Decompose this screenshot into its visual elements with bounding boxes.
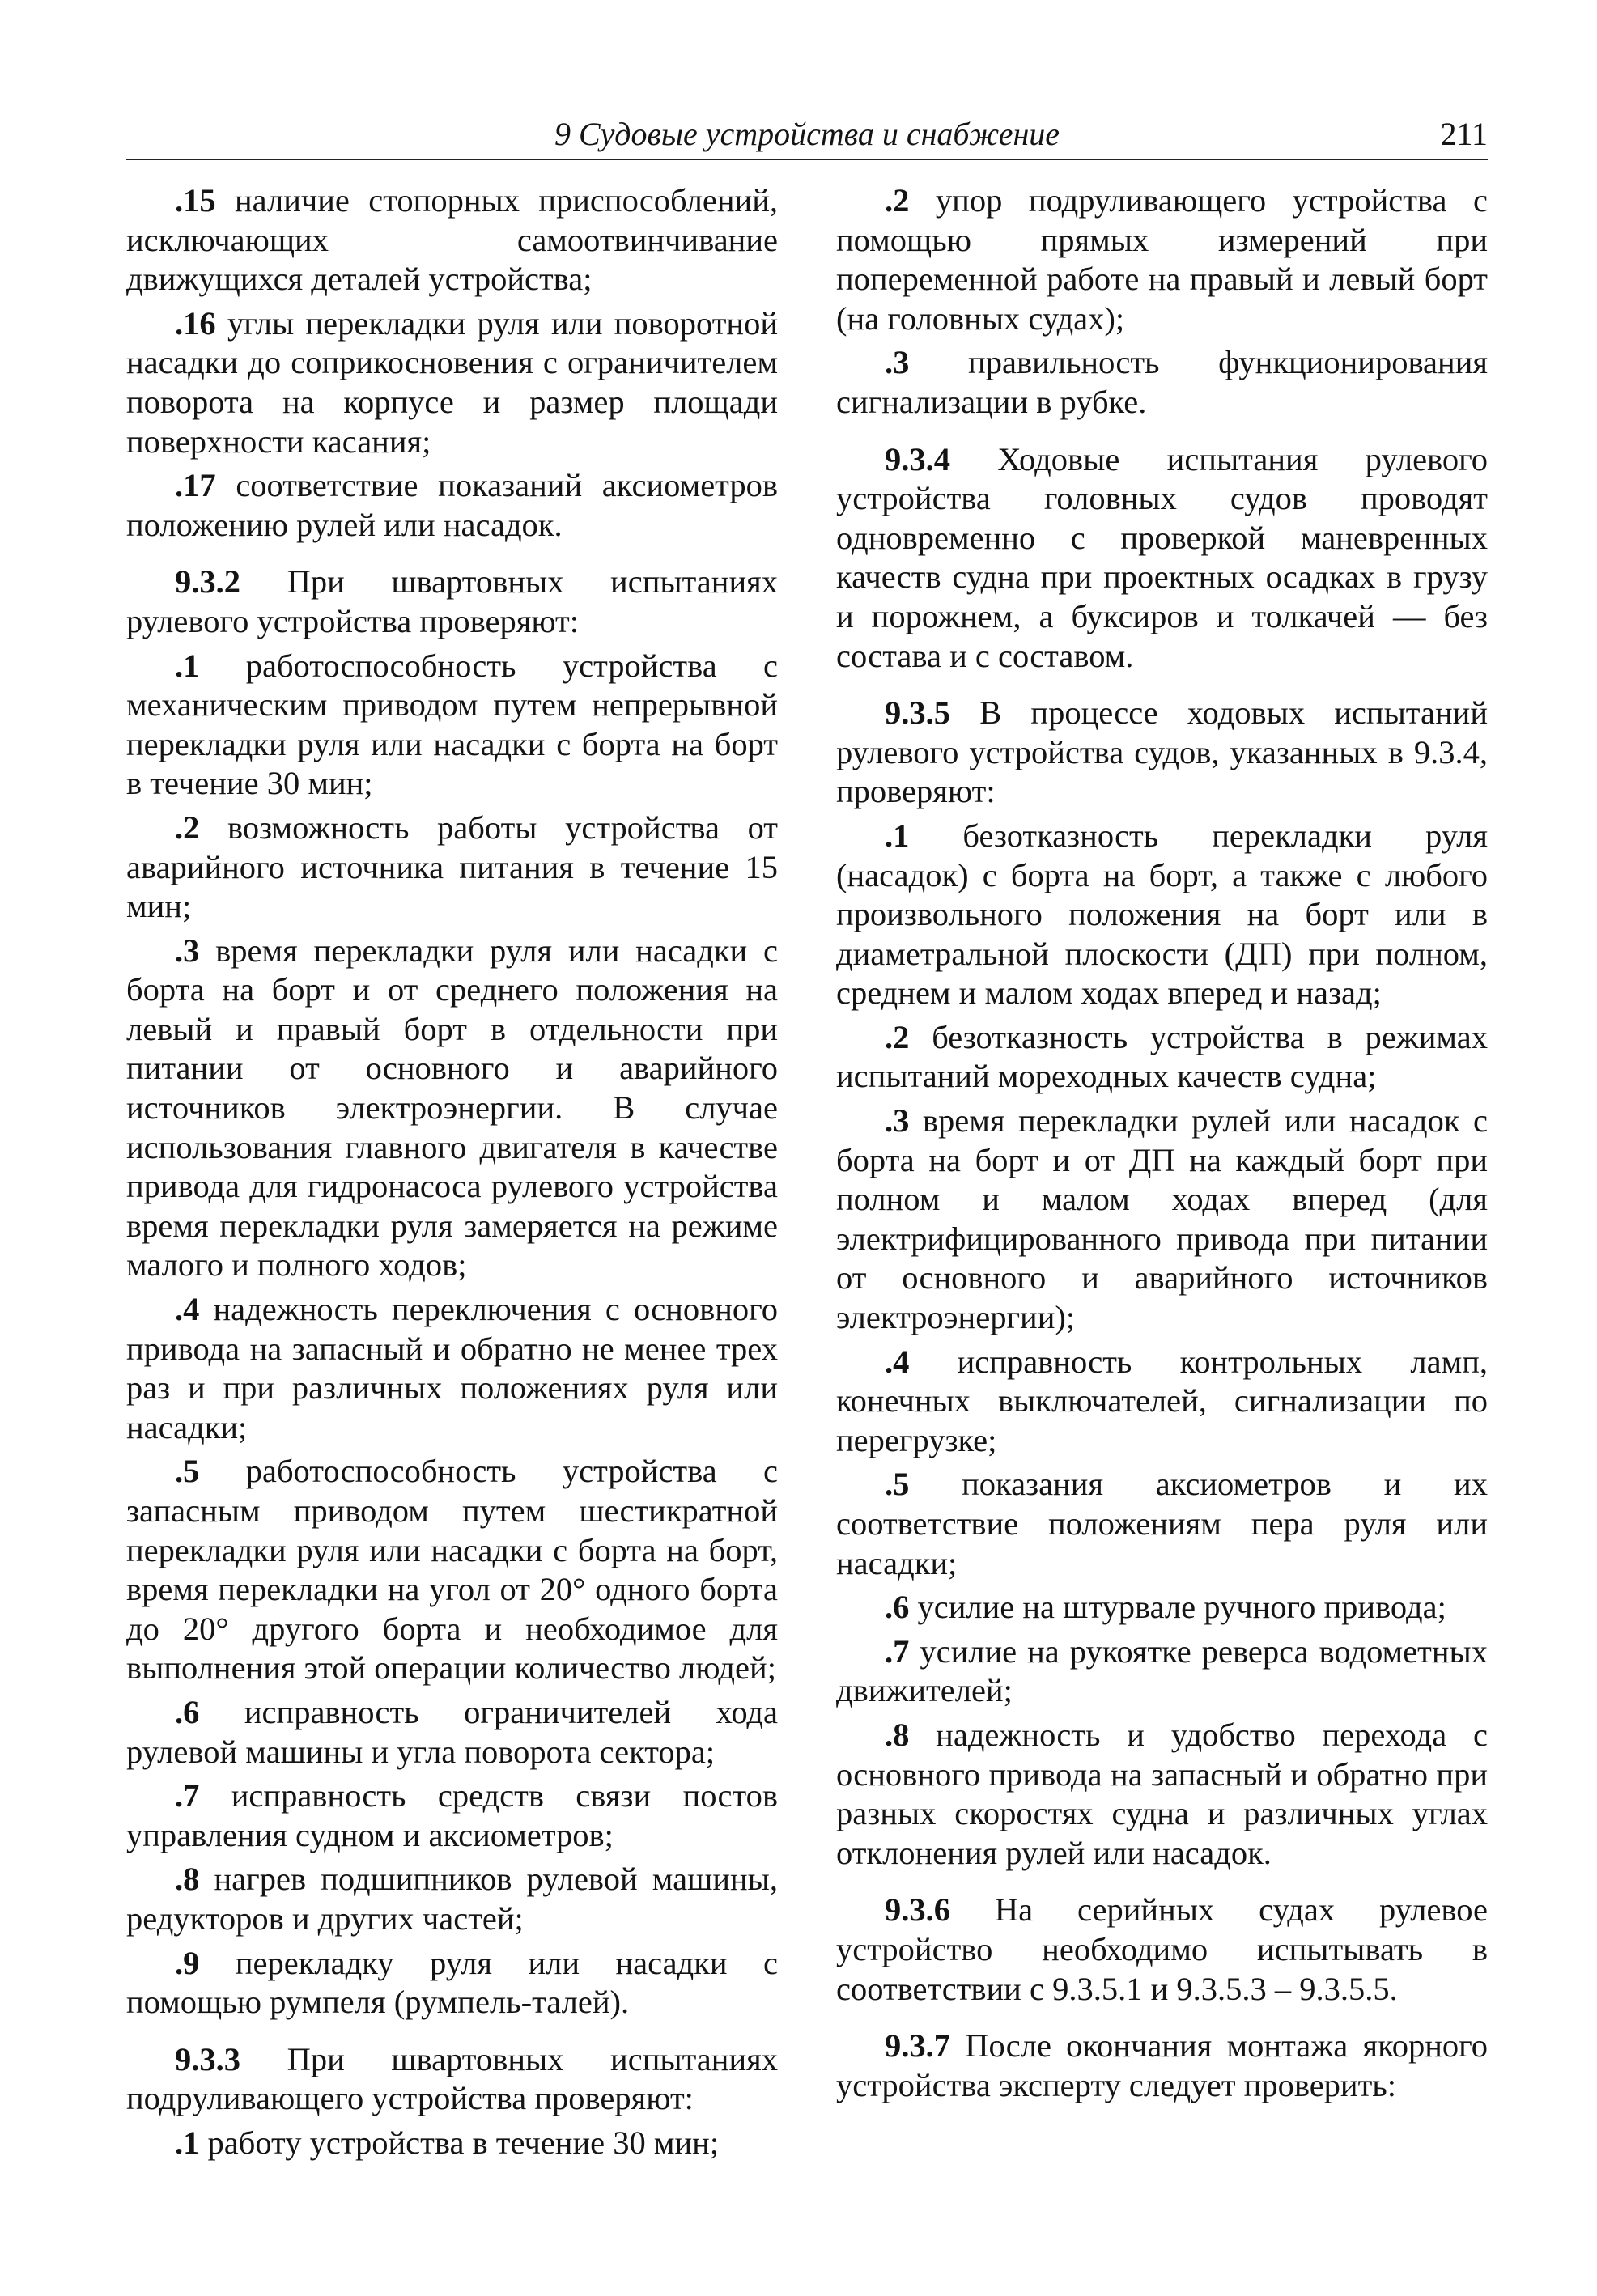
paragraph-text: При швартовных испытаниях рулевого устройства проверяют: (126, 563, 778, 639)
paragraph-text: исправность средств связи постов управления судном и аксиометров; (126, 1777, 778, 1853)
item-number: .4 (175, 1291, 200, 1328)
paragraph (836, 1632, 1488, 1711)
paragraph-text: работоспособность устройства с запасным приводом путем шестикратной перекладки руля или насадки с борта на борт, время перекладки на угол от 20° одного борта до 20° другого борта и необходимое для выполнения этой операции количество людей; (126, 1453, 778, 1687)
paragraph (126, 1452, 778, 1688)
item-number: .15 (175, 182, 216, 219)
paragraph (836, 1018, 1488, 1097)
running-header (126, 113, 1488, 160)
paragraph-text: исправность ограничителей хода рулевой машины и угла поворота сектора; (126, 1693, 778, 1770)
item-number: .3 (175, 932, 200, 969)
item-number: .4 (885, 1343, 910, 1380)
item-number: .3 (885, 1102, 910, 1140)
item-number: .2 (885, 1018, 910, 1055)
item-number: .7 (885, 1632, 910, 1670)
section-number: 9.3.7 (885, 2027, 950, 2065)
paragraph (836, 1716, 1488, 1873)
paragraph-text: В процессе ходовых испытаний рулевого устройства судов, указанных в 9.3.4, проверяют: (836, 694, 1488, 810)
paragraph (836, 1588, 1488, 1628)
item-number: .5 (885, 1466, 910, 1503)
paragraph-text: исправность контрольных ламп, конечных выключателей, сигнализации по перегрузке; (836, 1343, 1488, 1458)
item-number: .2 (175, 808, 200, 846)
page-number: 211 (1440, 116, 1488, 152)
paragraph (126, 2124, 778, 2163)
paragraph (836, 1465, 1488, 1583)
item-number: .9 (175, 1944, 200, 1981)
section-number: 9.3.6 (885, 1891, 950, 1929)
paragraph-text: перекладку руля или насадки с помощью румпеля (румпель-талей). (126, 1944, 778, 2021)
item-number: .3 (885, 344, 910, 381)
paragraph-text: безотказность устройства в режимах испытаний мореходных качеств судна; (836, 1018, 1488, 1095)
paragraph-text: На серийных судах рулевое устройство необходимо испытывать в соответствии с 9.3.5.1 и 9.3.5.3 – 9.3.5.5. (836, 1891, 1488, 2007)
section-number: 9.3.2 (175, 563, 240, 601)
paragraph-text: После окончания монтажа якорного устройства эксперту следует проверить: (836, 2027, 1488, 2103)
paragraph-text: надежность переключения с основного привода на запасный и обратно не менее трех раз и при различных положениях руля или насадки; (126, 1291, 778, 1445)
paragraph (836, 1343, 1488, 1461)
paragraph (126, 1693, 778, 1772)
paragraph (126, 1944, 778, 2022)
paragraph (126, 1776, 778, 1855)
item-number: .8 (885, 1716, 910, 1753)
paragraph (836, 181, 1488, 338)
item-number: .6 (885, 1589, 910, 1626)
item-number: .8 (175, 1861, 200, 1898)
paragraph-text: Ходовые испытания рулевого устройства головных судов проводят одновременно с проверкой маневренных качеств судна при проектных осадках в грузу и порожнем, а буксиров и толкачей — без состава и с составом. (836, 440, 1488, 674)
paragraph (126, 647, 778, 804)
paragraph (836, 817, 1488, 1013)
section-number: 9.3.4 (885, 440, 950, 477)
paragraph-text: правильность функционирования сигнализации в рубке. (836, 344, 1488, 420)
item-number: .5 (175, 1453, 200, 1490)
section-number: 9.3.3 (175, 2040, 240, 2077)
paragraph-text: безотказность перекладки руля (насадок) с борта на борт, а также с любого произвольного положения на борт или в диаметральной плоскости (ДП) при полном, среднем и малом ходах вперед и назад; (836, 817, 1488, 1012)
item-number: .1 (885, 817, 910, 854)
paragraph-text: время перекладки рулей или насадок с борта на борт и от ДП на каждый борт при полном и малом ходах вперед (для электрифицированного привода при питании от основного и аварийного источников электроэнергии); (836, 1102, 1488, 1336)
paragraph-text: нагрев подшипников рулевой машины, редукторов и других частей; (126, 1861, 778, 1937)
paragraph-text: соответствие показаний аксиометров положению рулей или насадок. (126, 467, 778, 543)
paragraph-text: работу устройства в течение 30 мин; (199, 2124, 720, 2161)
paragraph-text: углы перекладки руля или поворотной насадки до соприкосновения с ограничителем поворота на корпусе и размер площади поверхности касания; (126, 304, 778, 460)
paragraph (126, 808, 778, 927)
paragraph-text: возможность работы устройства от аварийного источника питания в течение 15 мин; (126, 808, 778, 925)
paragraph-text: работоспособность устройства с механическим приводом путем непрерывной перекладки руля или насадки с борта на борт в течение 30 мин; (126, 647, 778, 802)
item-number: .2 (885, 182, 910, 219)
paragraph-text: время перекладки руля или насадки с борта на борт и от среднего положения на левый и правый борт в отдельности при питании от основного и аварийного источников электроэнергии. В случае использования главного двигателя в качестве привода для гидронасоса рулевого устройства время перекладки руля замеряется на режиме малого и полного ходов; (126, 932, 778, 1284)
section-number: 9.3.5 (885, 694, 950, 732)
section-paragraph (836, 2027, 1488, 2105)
item-number: .1 (175, 647, 200, 684)
paragraph (126, 1860, 778, 1938)
chapter-title: 9 Судовые устройства и снабжение (554, 116, 1060, 152)
item-number: .6 (175, 1693, 200, 1730)
paragraph-text: При швартовных испытаниях подруливающего устройства проверяют: (126, 2040, 778, 2117)
item-number: .16 (175, 304, 216, 342)
paragraph (126, 181, 778, 299)
paragraph-text: наличие стопорных приспособлений, исключающих самоотвинчивание движущихся деталей устройства; (126, 182, 778, 298)
section-paragraph (836, 440, 1488, 677)
paragraph-text: надежность и удобство перехода с основного привода на запасный и обратно при разных скоростях судна и различных углах отклонения рулей или насадок. (836, 1716, 1488, 1871)
paragraph (126, 932, 778, 1285)
section-paragraph (836, 1891, 1488, 2009)
section-paragraph (836, 694, 1488, 812)
paragraph-text: усилие на рукоятке реверса водометных движителей; (836, 1632, 1488, 1709)
paragraph (836, 1101, 1488, 1338)
paragraph (126, 466, 778, 545)
section-paragraph (126, 562, 778, 641)
paragraph-text: упор подруливающего устройства с помощью прямых измерений при попеременной работе на правый и левый борт (на головных судах); (836, 182, 1488, 337)
paragraph (126, 304, 778, 461)
paragraph (126, 1290, 778, 1447)
item-number: .17 (175, 467, 216, 504)
section-paragraph (126, 2040, 778, 2119)
paragraph (836, 343, 1488, 422)
paragraph-text: показания аксиометров и их соответствие положениям пера руля или насадки; (836, 1466, 1488, 1581)
item-number: .1 (175, 2124, 200, 2161)
left-column (126, 181, 778, 2168)
paragraph-text: усилие на штурвале ручного привода; (909, 1589, 1446, 1626)
right-column (836, 181, 1488, 2110)
item-number: .7 (175, 1777, 200, 1814)
